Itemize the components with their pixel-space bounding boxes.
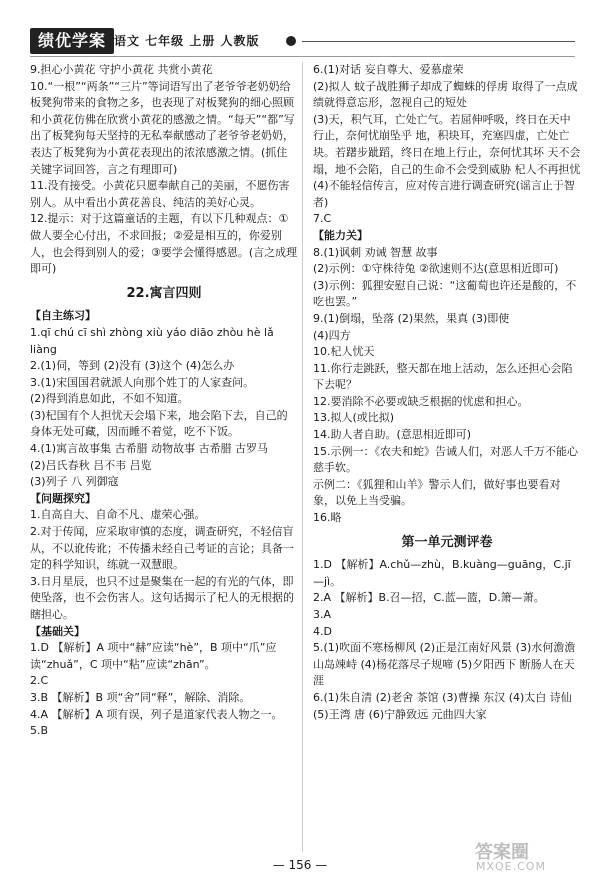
answer-item: (4)四方 <box>313 328 351 342</box>
answer-item: (2)示例：①守株待兔 ②欲速则不达(意思相近即可) <box>313 262 559 276</box>
header-underline <box>30 56 575 57</box>
answer-item: (4)不能轻信传言，应对传言进行调查研究(谣言止于智者) <box>313 179 575 209</box>
header-rule <box>302 41 575 42</box>
answer-item: 2.C <box>30 674 49 688</box>
header-dot-icon <box>286 36 296 46</box>
answer-item: 2.(1)伺，等到 (2)没有 (3)这个 (4)怎么办 <box>30 359 235 373</box>
column-divider <box>302 62 303 852</box>
subsection-tag: 【能力关】 <box>313 228 368 242</box>
answer-item: 10.“一根”“两条”“三片”等词语写出了老爷爷老奶奶给板凳狗带来的食物之多，也表现了对板凳狗的细心照顾和小黄花仿佛在欣赏小黄花的感激之情。“每天”“都”写出了板凳狗每天坚持的无私奉献感动了老爷爷老奶奶，表达了板凳狗为小黄花表现出的浓浓感激之情。(抓住关键字词回答，言之有理即可) <box>30 79 295 176</box>
right-column <box>313 62 581 723</box>
answer-item: (2)得到消息如此，不如不知道。 <box>30 392 189 406</box>
answer-item: (3)杞国有个人担忧天会塌下来，地会陷下去，自己的身体无处可藏，因而睡不着觉，吃不下饭。 <box>30 408 288 439</box>
answer-item: 6.(1)对话 妄自尊大、爱慕虚荣 <box>313 63 464 76</box>
left-column <box>30 62 298 740</box>
answer-item: 12.要消除不必要或缺乏根据的忧虑和担心。 <box>313 394 529 408</box>
answer-item: 示例二：《狐狸和山羊》警示人们，做好事也要看对象，以免上当受骗。 <box>313 477 561 508</box>
watermark-url: MXQE.COM <box>476 860 546 873</box>
answer-item: 14.助人者自助。(意思相近即可) <box>313 428 472 442</box>
answer-item: 9.担心小黄花 守护小黄花 共赏小黄花 <box>30 63 213 76</box>
answer-item: (2)拟人 蚊子战胜狮子却成了蜘蛛的俘虏 取得了一点成绩就得意忘形，忽视自己的短处 <box>313 79 578 110</box>
book-logo: 绩优学案 <box>30 28 114 54</box>
answer-item: 1.自高自大、自命不凡、虚荣心强。 <box>30 508 206 522</box>
answer-item: 16.略 <box>313 511 342 525</box>
answer-item: 10.杞人忧天 <box>313 345 375 359</box>
answer-item: 3.日月星辰，也只不过是聚集在一起的有光的气体，即使坠落，也不会伤害人。这句话揭示了杞人的无根据的瞎担心。 <box>30 574 294 621</box>
answer-item: 3.B 【解析】B 项“舍”同“释”，解除、消除。 <box>30 690 251 704</box>
subsection-tag: 【问题探究】 <box>30 491 96 505</box>
subject-label: 语文 七年级 上册 人教版 <box>114 34 260 48</box>
answer-item: (2)吕氏春秋 吕不韦 吕览 <box>30 458 152 472</box>
section-title: 第一单元测评卷 <box>401 534 493 550</box>
answer-item: 4.A 【解析】A 项有误，列子是道家代表人物之一。 <box>30 707 283 721</box>
answer-item: 1.D 【解析】A 项中“赫”应读“hè”，B 项中“爪”应读“zhuǎ”，C 项中“粘”应读“zhān”。 <box>30 641 277 671</box>
answer-item: 2.对于传闻，应采取审慎的态度，调查研究，不轻信盲从，不以讹传讹；不传播未经自己考证的言论；具备一定的科学知识，练就一双慧眼。 <box>30 525 294 572</box>
answer-item: 6.(1)朱自清 (2)老舍 茶馆 (3)曹操 东汉 (4)太白 诗仙 (5)王湾 唐 (6)宁静致远 元曲四大家 <box>313 690 572 721</box>
answer-item: 2.A 【解析】B.召—招，C.蓝—篮，D.箫—萧。 <box>313 591 545 605</box>
answer-item: 4.D <box>313 624 332 638</box>
answer-item: (3)示例：狐狸安慰自己说：“这葡萄也许还是酸的，不吃也罢。” <box>313 278 577 309</box>
answer-item: 11.没有接受。小黄花只愿奉献自己的美丽，不愿伤害别人。从中看出小黄花善良、纯洁的美好心灵。 <box>30 179 290 209</box>
answer-item: 3.A <box>313 608 332 621</box>
subsection-tag: 【自主练习】 <box>30 309 96 323</box>
answer-item: 1.D 【解析】A.chǔ—zhù，B.kuàng—guāng，C.jī—jì。 <box>313 558 571 588</box>
answer-item: 5.(1)吹面不寒杨柳风 (2)正是江南好风景 (3)水何澹澹 山岛竦峙 (4)杨花落尽子规啼 (5)夕阳西下 断肠人在天涯 <box>313 641 576 688</box>
answer-item: 12.提示：对于这篇童话的主题，有以下几种观点：①做人要全心付出，不求回报；②爱是相互的，你爱别人，也会得到别人的爱；③要学会懂得感恩。(言之成理即可) <box>30 212 298 276</box>
answer-item: 7.C <box>313 212 332 226</box>
answer-item: 1.qī chú cī shì zhòng xiù yáo diāo zhòu hè lǎ liàng <box>30 325 274 356</box>
answer-item: 13.拟人(或比拟) <box>313 411 395 425</box>
answer-item: 3.(1)宋国国君就派人向那个姓丁的人家查问。 <box>30 375 255 389</box>
answer-item: 9.(1)倒塌，坠落 (2)果然，果真 (3)即使 <box>313 311 510 325</box>
answer-item: (3)天，积气耳，亡处亡气。若屈伸呼吸，终日在天中行止，奈何忧崩坠乎 地，积块耳，充塞四虚，亡处亡块。若躇步跐蹈，终日在地上行止，奈何忧其坏 天不会塌，地不会陷，自己的生命不会受到威胁 杞人不再担忧 <box>313 112 581 176</box>
answer-item: 5.B <box>30 724 49 738</box>
page-header <box>30 22 575 58</box>
answer-item: (3)列子 八 列御寇 <box>30 475 119 489</box>
answer-item: 11.你行走跳跃，整天都在地上活动，怎么还担心会陷下去呢？ <box>313 361 573 392</box>
page-number: — 156 — <box>272 858 328 872</box>
answer-item: 4.(1)寓言故事集 古希腊 动物故事 古希腊 古罗马 <box>30 442 269 456</box>
answer-item: 15.示例一：《农夫和蛇》告诫人们，对恶人千万不能心慈手软。 <box>313 444 578 475</box>
subsection-tag: 【基础关】 <box>30 624 85 638</box>
section-title: 22.寓言四则 <box>126 285 202 301</box>
answer-item: 8.(1)讽刺 劝诫 智慧 故事 <box>313 245 438 259</box>
watermark: 答案圈 <box>475 842 529 863</box>
